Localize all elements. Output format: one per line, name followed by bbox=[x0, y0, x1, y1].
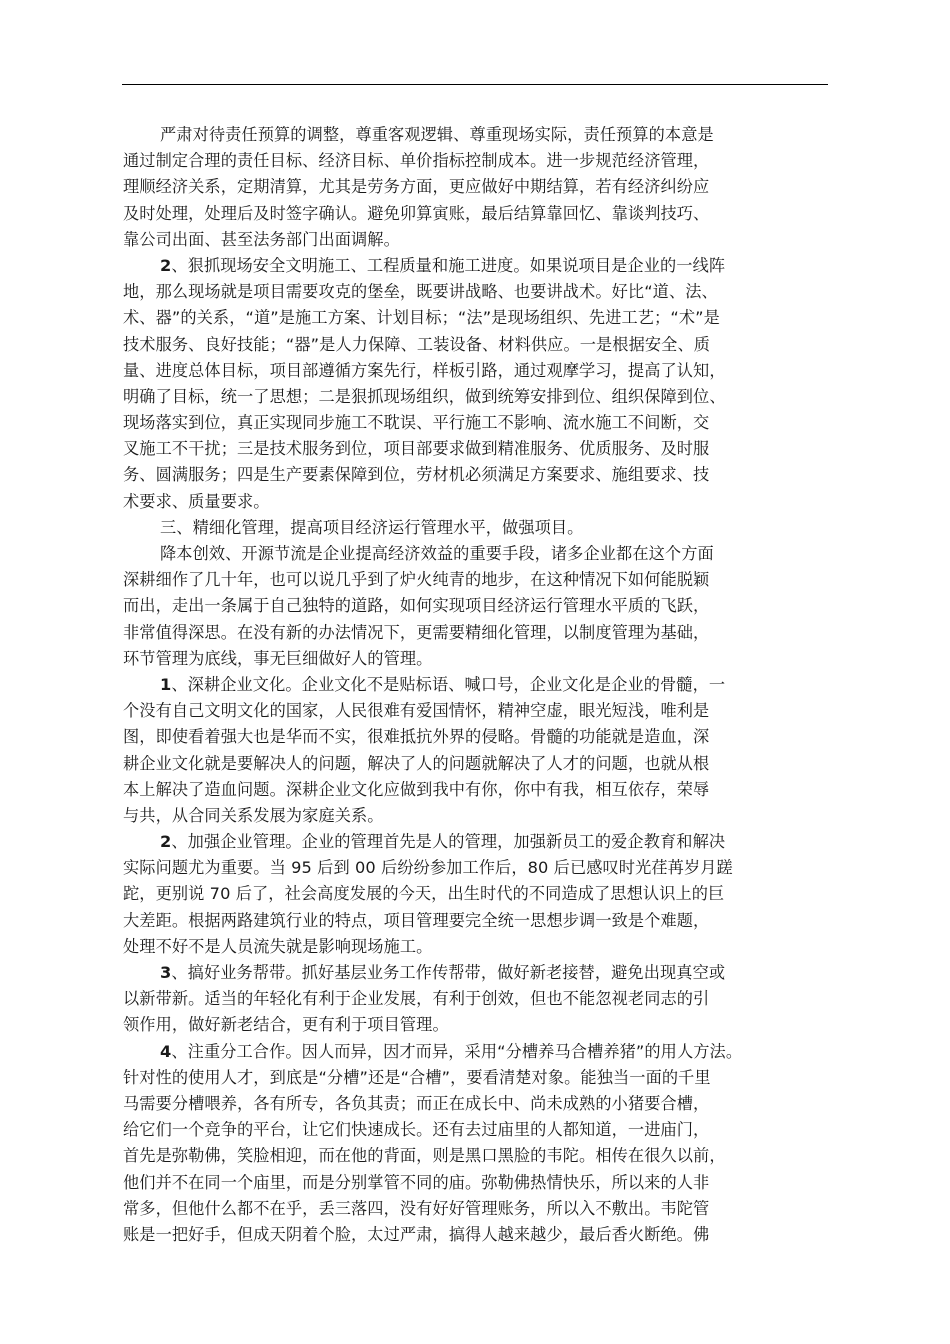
line-text: 务、圆满服务；四是生产要素保障到位，劳材机必须满足方案要求、施组要求、技 bbox=[123, 465, 710, 485]
line-text: 术、器”的关系，“道”是施工方案、计划目标；“法”是现场组织、先进工艺；“术”是 bbox=[123, 308, 720, 328]
text-line bbox=[123, 227, 813, 253]
text-line bbox=[123, 855, 813, 881]
text-line bbox=[123, 305, 813, 331]
item-number: 2 bbox=[160, 832, 172, 852]
line-text: 及时处理，处理后及时签字确认。避免卯算寅账，最后结算靠回忆、靠谈判技巧、 bbox=[123, 203, 710, 223]
line-text: 账是一把好手，但成天阴着个脸，太过严肃，搞得人越来越少，最后香火断绝。佛 bbox=[123, 1224, 710, 1244]
line-text: 他们并不在同一个庙里，而是分别掌管不同的庙。弥勒佛热情快乐，所以来的人非 bbox=[123, 1172, 710, 1192]
text-line bbox=[123, 384, 813, 410]
text-line bbox=[123, 803, 813, 829]
text-line bbox=[123, 1196, 813, 1222]
line-text: 通过制定合理的责任目标、经济目标、单价指标控制成本。进一步规范经济管理， bbox=[123, 151, 710, 171]
line-text: 给它们一个竞争的平台，让它们快速成长。还有去过庙里的人都知道，一进庙门， bbox=[123, 1120, 710, 1140]
text-line bbox=[123, 410, 813, 436]
line-text: 、深耕企业文化。企业文化不是贴标语、喊口号，企业文化是企业的骨髓，一 bbox=[171, 674, 726, 694]
line-text: 、搞好业务帮带。抓好基层业务工作传帮带，做好新老接替，避免出现真空或 bbox=[171, 963, 726, 982]
line-text: 常多，但他什么都不在乎，丢三落四，没有好好管理账务，所以入不敷出。韦陀管 bbox=[123, 1198, 710, 1218]
text-line bbox=[123, 724, 813, 750]
line-text: 领作用，做好新老结合，更有利于项目管理。 bbox=[123, 1015, 449, 1035]
text-line bbox=[123, 934, 813, 960]
text-line bbox=[123, 1170, 813, 1196]
text-line bbox=[123, 358, 813, 384]
line-text: 耕企业文化就是要解决人的问题，解决了人的问题就解决了人才的问题，也就从根 bbox=[123, 753, 710, 773]
text-line bbox=[123, 698, 813, 724]
line-text: 大差距。根据两路建筑行业的特点，项目管理要完全统一思想步调一致是个难题， bbox=[123, 910, 710, 930]
line-text: 、加强企业管理。企业的管理首先是人的管理，加强新员工的爱企教育和解决 bbox=[171, 832, 726, 852]
text-line bbox=[123, 1222, 813, 1248]
text-line bbox=[123, 1143, 813, 1169]
line-text: 严肃对待责任预算的调整，尊重客观逻辑、尊重现场实际，责任预算的本意是 bbox=[160, 125, 714, 144]
line-text: 、狠抓现场安全文明施工、工程质量和施工进度。如果说项目是企业的一线阵 bbox=[171, 255, 726, 275]
text-line bbox=[123, 672, 813, 698]
text-line bbox=[123, 332, 813, 358]
text-line bbox=[123, 253, 813, 279]
text-line bbox=[123, 279, 813, 305]
text-line bbox=[123, 541, 813, 567]
text-line bbox=[123, 751, 813, 777]
text-line bbox=[123, 148, 813, 174]
text-line bbox=[123, 908, 813, 934]
line-text: 理顺经济关系，定期清算，尤其是劳务方面，更应做好中期结算，若有经济纠纷应 bbox=[123, 177, 710, 197]
line-text: 、注重分工合作。因人而异，因才而异，采用“分槽养马合槽养猪”的用人方法。 bbox=[171, 1041, 743, 1061]
text-line bbox=[123, 960, 813, 986]
line-text: 三、精细化管理，提高项目经济运行管理水平，做强项目。 bbox=[160, 517, 584, 537]
text-line bbox=[123, 777, 813, 803]
text-line bbox=[123, 201, 813, 227]
line-text: 靠公司出面、甚至法务部门出面调解。 bbox=[123, 229, 400, 249]
text-line bbox=[123, 436, 813, 462]
line-text: 地，那么现场就是项目需要攻克的堡垒，既要讲战略、也要讲战术。好比“道、法、 bbox=[123, 282, 718, 302]
text-line bbox=[123, 1091, 813, 1117]
line-text: 以新带新。适当的年轻化有利于企业发展，有利于创效，但也不能忽视老同志的引 bbox=[123, 989, 710, 1009]
line-text: 量、进度总体目标，项目部遵循方案先行，样板引路，通过观摩学习，提高了认知， bbox=[123, 360, 726, 380]
line-text: 明确了目标，统一了思想；二是狠抓现场组织，做到统筹安排到位、组织保障到位、 bbox=[123, 386, 726, 406]
line-text: 图，即使看着强大也是华而不实，很难抵抗外界的侵略。骨髓的功能就是造血，深 bbox=[123, 727, 710, 747]
text-line bbox=[123, 489, 813, 515]
line-text: 首先是弥勒佛，笑脸相迎，而在他的背面，则是黑口黑脸的韦陀。相传在很久以前， bbox=[123, 1146, 726, 1166]
text-line bbox=[123, 122, 813, 148]
line-text: 个没有自己文明文化的国家，人民很难有爱国情怀，精神空虚，眼光短浅，唯利是 bbox=[123, 701, 710, 721]
line-text: 现场落实到位，真正实现同步施工不耽误、平行施工不影响、流水施工不间断，交 bbox=[123, 413, 710, 433]
text-line bbox=[123, 829, 813, 855]
text-line bbox=[123, 174, 813, 200]
line-text: 非常值得深思。在没有新的办法情况下，更需要精细化管理，以制度管理为基础， bbox=[123, 622, 710, 642]
text-line bbox=[123, 1039, 813, 1065]
text-line bbox=[123, 881, 813, 907]
item-number: 3 bbox=[160, 963, 172, 982]
text-line bbox=[123, 462, 813, 488]
body-text bbox=[123, 122, 813, 1248]
text-line bbox=[123, 1117, 813, 1143]
line-text: 而出，走出一条属于自己独特的道路，如何实现项目经济运行管理水平质的飞跃， bbox=[123, 596, 710, 616]
item-number: 4 bbox=[160, 1041, 172, 1061]
text-line bbox=[123, 593, 813, 619]
line-text: 技术服务、良好技能；“器”是人力保障、工装设备、材料供应。一是根据安全、质 bbox=[123, 334, 711, 354]
item-number: 2 bbox=[160, 255, 172, 275]
text-line bbox=[123, 620, 813, 646]
line-text: 处理不好不是人员流失就是影响现场施工。 bbox=[123, 936, 433, 956]
line-text: 深耕细作了几十年，也可以说几乎到了炉火纯青的地步，在这种情况下如何能脱颖 bbox=[123, 570, 710, 590]
line-text: 跎，更别说 70 后了，社会高度发展的今天，出生时代的不同造成了思想认识上的巨 bbox=[123, 884, 725, 904]
line-text: 实际问题尤为重要。当 95 后到 00 后纷纷参加工作后，80 后已感叹时光荏苒岁月蹉 bbox=[123, 858, 733, 878]
line-text: 术要求、质量要求。 bbox=[123, 491, 270, 511]
line-text: 针对性的使用人才，到底是“分槽”还是“合槽”，要看清楚对象。能独当一面的千里 bbox=[123, 1067, 711, 1087]
text-line bbox=[123, 1065, 813, 1091]
text-line bbox=[123, 986, 813, 1012]
line-text: 叉施工不干扰；三是技术服务到位，项目部要求做到精准服务、优质服务、及时服 bbox=[123, 439, 710, 459]
line-text: 环节管理为底线，事无巨细做好人的管理。 bbox=[123, 648, 433, 668]
line-text: 本上解决了造血问题。深耕企业文化应做到我中有你，你中有我，相互依存，荣辱 bbox=[123, 779, 710, 799]
line-text: 马需要分槽喂养，各有所专，各负其责；而正在成长中、尚未成熟的小猪要合槽， bbox=[123, 1093, 710, 1113]
text-line bbox=[123, 1012, 813, 1038]
line-text: 降本创效、开源节流是企业提高经济效益的重要手段，诸多企业都在这个方面 bbox=[160, 544, 714, 563]
line-text: 与共，从合同关系发展为家庭关系。 bbox=[123, 805, 384, 825]
text-line bbox=[123, 567, 813, 593]
text-line bbox=[123, 515, 813, 541]
item-number: 1 bbox=[160, 674, 172, 694]
text-line bbox=[123, 646, 813, 672]
header-rule bbox=[122, 84, 828, 85]
